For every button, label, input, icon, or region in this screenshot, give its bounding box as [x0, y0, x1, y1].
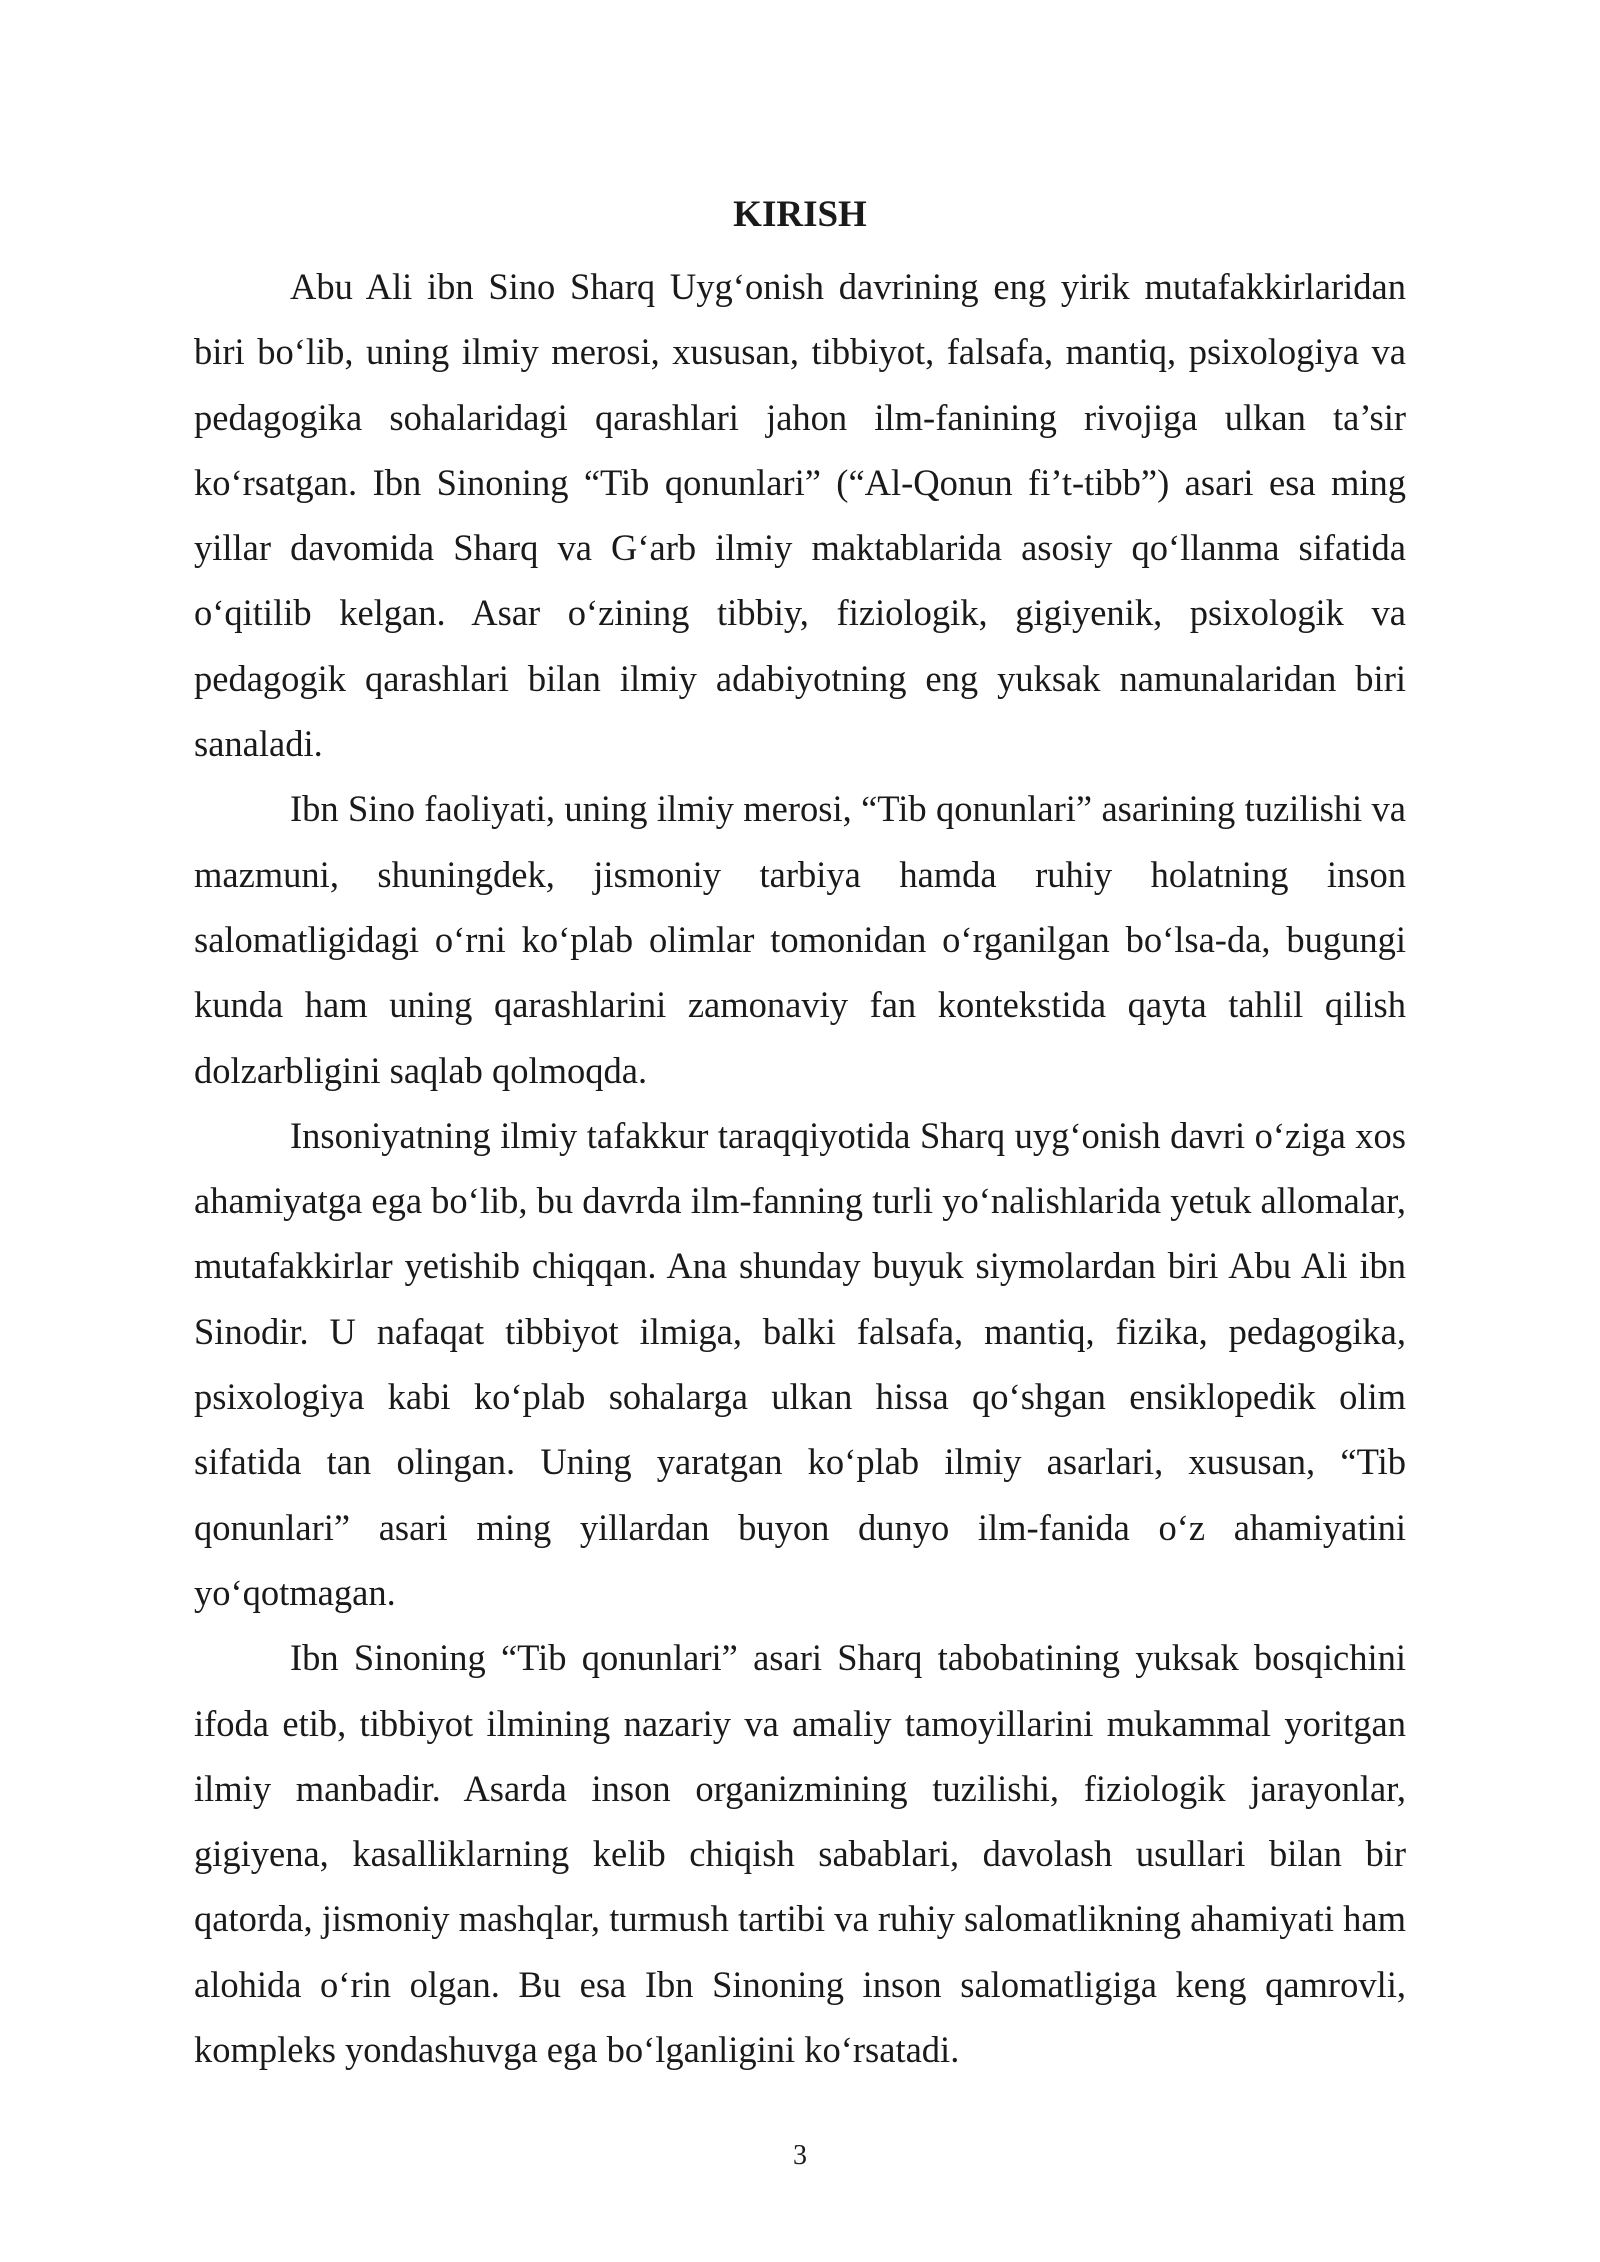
body-text	[194, 254, 1406, 2082]
paragraph-2: Ibn Sino faoliyati, uning ilmiy merosi, “Tib qonunlari” asarining tuzilishi va mazmuni, shuningdek, jismoniy tarbiya hamda ruhiy holatning inson salomatligidagi o‘rni ko‘plab olimlar tomonidan o‘rganilgan bo‘lsa-da, bugungi kunda ham uning qarashlarini zamonaviy fan kontekstida qayta tahlil qilish dolzarbligini saqlab qolmoqda.	[194, 788, 1406, 1091]
paragraph-4: Ibn Sinoning “Tib qonunlari” asari Sharq tabobatining yuksak bosqichini ifoda etib, tibbiyot ilmining nazariy va amaliy tamoyillarini mukammal yoritgan ilmiy manbadir. Asarda inson organizmining tuzilishi, fiziologik jarayonlar, gigiyena, kasalliklarning kelib chiqish sabablari, davolash usullari bilan bir qatorda, jismoniy mashqlar, turmush tartibi va ruhiy salomatlikning ahamiyati ham alohida o‘rin olgan. Bu esa Ibn Sinoning inson salomatligiga keng qamrovli, kompleks yondashuvga ega bo‘lganligini ko‘rsatadi.	[194, 1637, 1406, 2071]
page-number: 3	[793, 2140, 807, 2171]
paragraph-3: Insoniyatning ilmiy tafakkur taraqqiyotida Sharq uyg‘onish davri o‘ziga xos ahamiyatga ega bo‘lib, bu davrda ilm-fanning turli yo‘nalishlarida yetuk allomalar, mutafakkirlar yetishib chiqqan. Ana shunday buyuk siymolardan biri Abu Ali ibn Sinodir. U nafaqat tibbiyot ilmiga, balki falsafa, mantiq, fizika, pedagogika, psixologiya kabi ko‘plab sohalarga ulkan hissa qo‘shgan ensiklopedik olim sifatida tan olingan. Uning yaratgan ko‘plab ilmiy asarlari, xususan, “Tib qonunlari” asari ming yillardan buyon dunyo ilm-fanida o‘z ahamiyatini yo‘qotmagan.	[194, 1114, 1406, 1613]
paragraph-1: Abu Ali ibn Sino Sharq Uyg‘onish davrining eng yirik mutafakkirlaridan biri bo‘lib, uning ilmiy merosi, xususan, tibbiyot, falsafa, mantiq, psixologiya va pedagogika sohalaridagi qarashlari jahon ilm-fanining rivojiga ulkan ta’sir ko‘rsatgan. Ibn Sinoning “Tib qonunlari” (“Al-Qonun fi’t-tibb”) asari esa ming yillar davomida Sharq va G‘arb ilmiy maktablarida asosiy qo‘llanma sifatida o‘qitilib kelgan. Asar o‘zining tibbiy, fiziologik, gigiyenik, psixologik va pedagogik qarashlari bilan ilmiy adabiyotning eng yuksak namunalaridan biri sanaladi.	[194, 266, 1406, 765]
section-title: KIRISH	[733, 194, 867, 235]
